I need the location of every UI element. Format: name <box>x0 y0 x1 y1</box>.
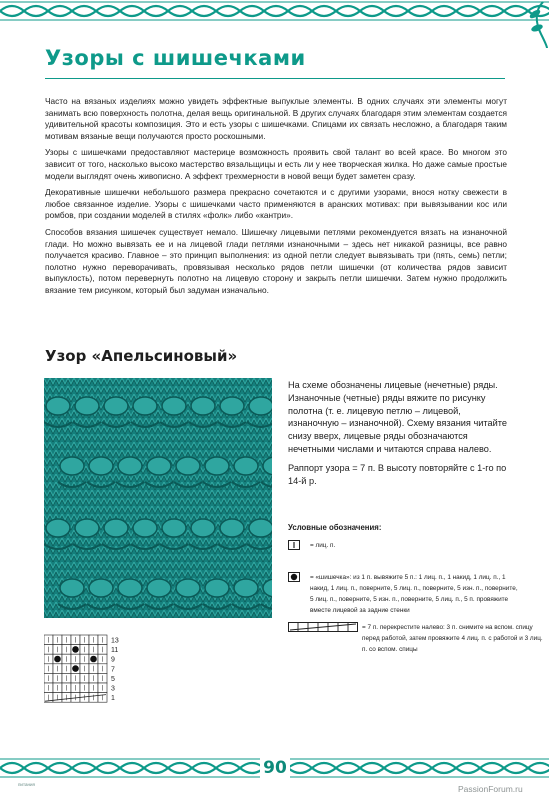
swatch-bobble <box>118 457 142 475</box>
swatch-bobble <box>104 519 128 537</box>
swatch-bobble <box>89 457 113 475</box>
intro-paragraph: Узоры с шишечками предоставляют мастерице возможность проявить свой талант во всей красе. Во многом это зависит от того, насколько высоко мастерство вязальщицы и есть ли у нее творческая жилка. Но даже самые простые модели выглядят очень живописно. А эффект трехмерности в новой вещи будет заметен сразу. <box>45 147 507 181</box>
swatch-bobble <box>46 519 70 537</box>
intro-paragraph: Часто на вязаных изделиях можно увидеть эффектные выпуклые элементы. В одних случаях эти элементы могут занимать всю поверхность полотна, делая вещь оригинальной. В других случаях благодаря этим элементам создается удивительной красоты композиция. Это и есть узоры с шишечками. Спицами их связать несложно, а благодаря таким мотивам вязаные вещи получаются просто роскошными. <box>45 96 507 141</box>
swatch-bobble <box>60 457 84 475</box>
swatch-bobble <box>162 519 186 537</box>
knit-swatch-photo <box>44 378 272 618</box>
swatch-bobble <box>147 579 171 597</box>
chart-bobble-mark <box>72 665 79 672</box>
page-number: 90 <box>260 757 290 779</box>
chart-row-number: 3 <box>111 685 115 693</box>
swatch-bobble <box>205 457 229 475</box>
legend-title: Условные обозначения: <box>288 523 382 532</box>
swatch-bobble <box>118 579 142 597</box>
swatch-bobble <box>60 579 84 597</box>
intro-text <box>45 96 507 302</box>
chart-row-number: 11 <box>111 647 119 655</box>
swatch-bobble <box>147 457 171 475</box>
swatch-bobble <box>75 519 99 537</box>
chart-row-number: 13 <box>111 637 119 645</box>
legend-text: = «шишечка»: из 1 п. вывяжите 5 п.: 1 лиц. п., 1 накид, 1 лиц. п., 1 накид, 1 лиц. п., повернитe, 5 лиц. п., повернитe, 5 изн. п., повернитe, 5 лиц. п., повернитe, 5 изн. п., повернитe, 5 лиц. п., 5 п. провяжите вместе лицевой за задние стенки <box>310 574 518 614</box>
chart-row-number: 7 <box>111 666 115 674</box>
cable-cross-icon <box>288 622 358 636</box>
chart-bobble-mark <box>90 656 97 663</box>
watermark: PassionForum.ru <box>458 784 523 794</box>
bobble-icon <box>288 572 300 586</box>
swatch-bobble <box>46 397 70 415</box>
swatch-bobble <box>205 579 229 597</box>
swatch-bobble <box>133 397 157 415</box>
knitting-chart <box>44 633 140 705</box>
footer-source: питания <box>18 782 35 787</box>
swatch-bobble <box>234 457 258 475</box>
chart-bobble-mark <box>54 656 61 663</box>
knit-stitch-icon <box>288 540 300 554</box>
swatch-bobble <box>191 519 215 537</box>
swatch-bobble <box>249 397 272 415</box>
chart-row-number: 1 <box>111 695 115 703</box>
intro-paragraph: Способов вязания шишечек существует немало. Шишечку лицевыми петлями рекомендуется вязать на изнаночной глади. Но можно вывязать ее и на лицевой глади петлями изнаночными – здесь нет никакой разницы, все равно получается красиво. Главное – это принцип выполнения: из одной петли следует вывязывать три (пять, семь) петли; полотно нужно переворачивать, провязывая несколько рядов петли шишечки (от количества рядов зависит выпуклость), потом перевернуть полотно на лицевую сторону и закрыть петли шишечки. Затем нужно продолжить вязание тем рисунком, который был задуман изначально. <box>45 226 507 295</box>
swatch-bobble <box>220 519 244 537</box>
swatch-bobble <box>104 397 128 415</box>
swatch-bobble <box>249 519 272 537</box>
page-title: Узоры с шишечками <box>45 46 306 70</box>
swatch-bobble <box>89 579 113 597</box>
swatch-bobble <box>234 579 258 597</box>
pattern-description <box>288 379 513 493</box>
swatch-bobble <box>75 397 99 415</box>
intro-paragraph: Декоративные шишечки небольшого размера прекрасно сочетаются и с другими узорами, внося нотку свежести в любое связанное изделие. Узоры с шишечками часто применяются в аранских мотивах: при вывязывании кос или ромбов, при создании моделей в стилях «фолк» либо «кантри». <box>45 187 507 221</box>
chart-reading-note: На схеме обозначены лицевые (нечетные) ряды. Изнаночные (четные) ряды вяжите по рисунку полотна (т. е. лицевую петлю – лицевой, изнаночную – изнаночной). Схему вязания читайте снизу вверх, лицевые ряды обозначаются нечетными числами и читаются справа налево. <box>288 380 507 454</box>
swatch-bobble <box>220 397 244 415</box>
legend-text: = лиц. п. <box>310 542 336 549</box>
swatch-bobble <box>176 579 200 597</box>
legend-text: = 7 п. перекрестите налево: 3 п. снимите на вспом. спицу перед работой, затем провяжите 4 лиц. п. с работой и 3 лиц. п. со вспом. спицы <box>362 624 543 653</box>
corner-leaf-ornament <box>513 0 549 48</box>
section-title: Узор «Апельсиновый» <box>45 347 238 365</box>
chart-bobble-mark <box>72 646 79 653</box>
swatch-bobble <box>133 519 157 537</box>
chart-row-number: 5 <box>111 675 115 683</box>
title-underline <box>45 78 505 79</box>
top-border-ornament <box>0 0 549 22</box>
swatch-bobble <box>191 397 215 415</box>
swatch-bobble <box>162 397 186 415</box>
chart-row-number: 9 <box>111 656 115 664</box>
repeat-note: Раппорт узора = 7 п. В высоту повторяйте с 1-го по 14-й р. <box>288 462 507 486</box>
swatch-bobble <box>176 457 200 475</box>
